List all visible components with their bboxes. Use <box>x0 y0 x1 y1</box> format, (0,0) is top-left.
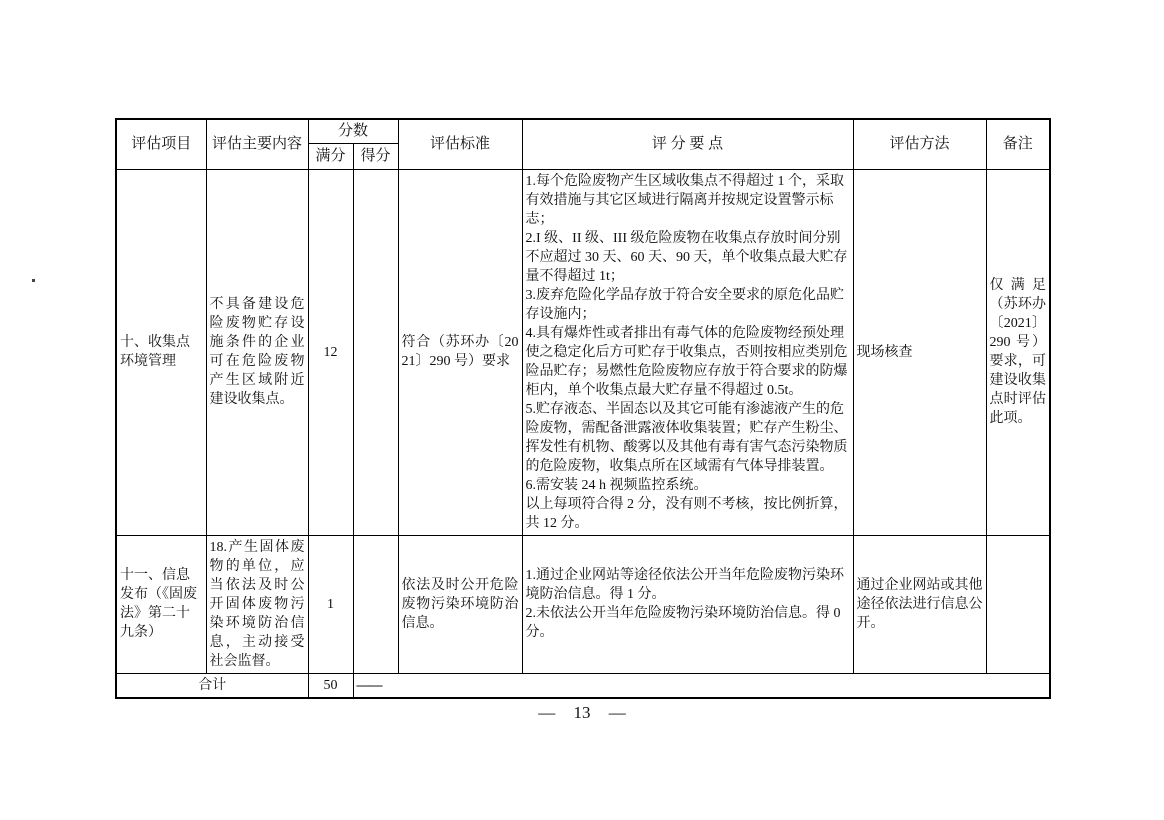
cell-content: 不具备建设危险废物贮存设施条件的企业可在危险废物产生区域附近建设收集点。 <box>206 169 308 535</box>
cell-standard: 符合（苏环办〔2021〕290 号）要求 <box>398 169 522 535</box>
cell-standard: 依法及时公开危险废物污染环境防治信息。 <box>398 535 522 673</box>
table-row <box>116 169 1050 535</box>
total-full-score: 50 <box>308 673 353 698</box>
cell-note <box>986 535 1050 673</box>
points-paragraph: 2.未依法公开当年危险废物污染环境防治信息。得 0 分。 <box>525 606 841 640</box>
points-paragraph: 2.I 级、II 级、III 级危险废物在收集点存放时间分别不应超过 30 天、60 天、90 天，单个收集点最大贮存量不得超过 1t； <box>525 230 848 284</box>
cell-item: 十一、信息发布（《固废法》第二十九条） <box>116 535 206 673</box>
col-header-got-score: 得分 <box>353 143 398 169</box>
cell-method: 现场核查 <box>853 169 986 535</box>
points-paragraph: 1.每个危险废物产生区域收集点不得超过 1 个，采取有效措施与其它区域进行隔离并按规定设置警示标志； <box>525 173 845 227</box>
cell-got-score <box>353 169 398 535</box>
table-row <box>116 535 1050 673</box>
points-paragraph: 5.贮存液态、半固态以及其它可能有渗滤液产生的危险废物，需配备泄露液体收集装置；贮存产生粉尘、挥发性有机物、酸雾以及其他有毒有害气态污染物质的危险废物，收集点所在区域需有气体导排装置。 <box>525 401 848 474</box>
cell-got-score <box>353 535 398 673</box>
col-header-score: 分数 <box>308 119 398 143</box>
cell-method: 通过企业网站或其他途径依法进行信息公开。 <box>853 535 986 673</box>
points-paragraph: 以上每项符合得 2 分，没有则不考核，按比例折算，共 12 分。 <box>525 496 848 531</box>
scan-speck-artifact <box>32 279 35 282</box>
cell-full-score: 12 <box>308 169 353 535</box>
points-paragraph: 3.废弃危险化学品存放于符合安全要求的原危化品贮存设施内； <box>525 287 845 322</box>
cell-points <box>522 169 853 535</box>
cell-content: 18.产生固体废物的单位，应当依法及时公开固体废物污染环境防治信息，主动接受社会监督。 <box>206 535 308 673</box>
col-header-full-score: 满分 <box>308 143 353 169</box>
total-row <box>116 673 1050 698</box>
cell-points <box>522 535 853 673</box>
points-paragraph: 1.通过企业网站等途径依法公开当年危险废物污染环境防治信息。得 1 分。 <box>525 568 845 602</box>
points-paragraph: 4.具有爆炸性或者排出有毒气体的危险废物经预处理使之稳定化后方可贮存于收集点，否则按相应类别危险品贮存；易燃性危险废物应存放于符合要求的防爆柜内，单个收集点最大贮存量不得超过 0.5t。 <box>525 325 848 398</box>
evaluation-table <box>115 118 1051 699</box>
total-dash: —— <box>353 673 1050 698</box>
cell-full-score: 1 <box>308 535 353 673</box>
col-header-points: 评 分 要 点 <box>522 119 853 169</box>
col-header-item: 评估项目 <box>116 119 206 169</box>
page-number: — 13 — <box>538 703 626 722</box>
cell-item: 十、收集点环境管理 <box>116 169 206 535</box>
col-header-standard: 评估标准 <box>398 119 522 169</box>
col-header-content: 评估主要内容 <box>206 119 308 169</box>
col-header-method: 评估方法 <box>853 119 986 169</box>
total-label: 合计 <box>116 673 308 698</box>
cell-note: 仅满足（苏环办〔2021〕290 号）要求，可建设收集点时评估此项。 <box>986 169 1050 535</box>
points-paragraph: 6.需安装 24 h 视频监控系统。 <box>525 477 708 493</box>
col-header-note: 备注 <box>986 119 1050 169</box>
